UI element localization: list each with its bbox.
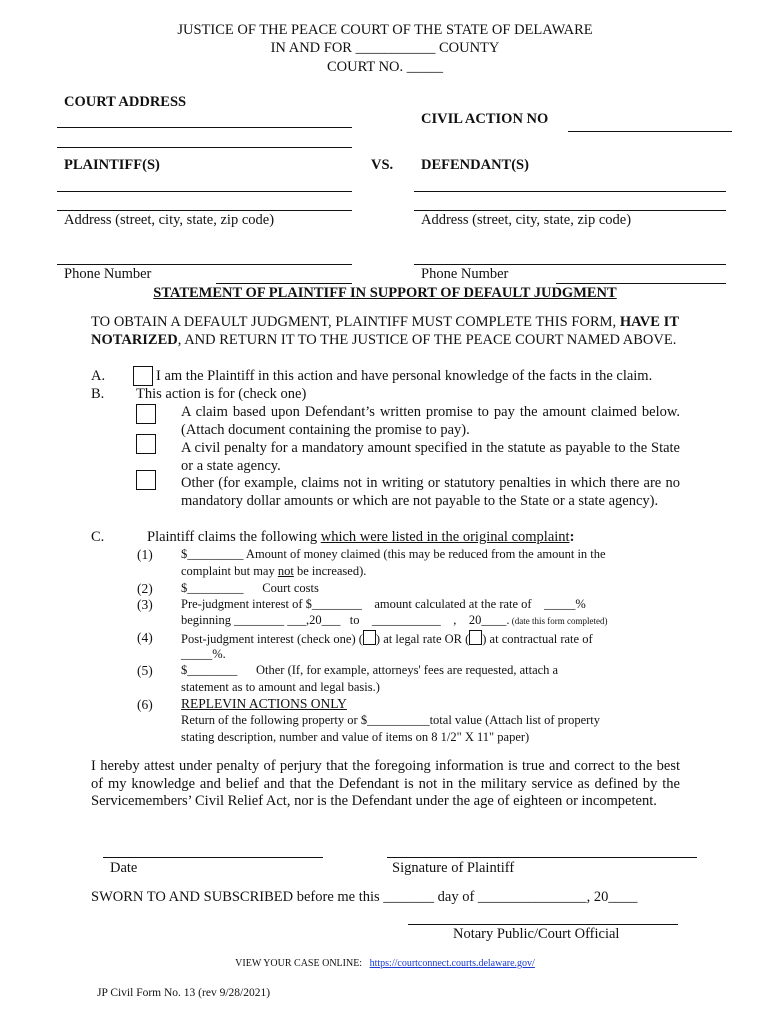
county-line: IN AND FOR ___________ COUNTY — [270, 40, 500, 56]
form-number: JP Civil Form No. 13 (rev 9/28/2021) — [97, 987, 271, 999]
other-claim-checkbox[interactable] — [136, 470, 156, 490]
plaintiff-knowledge-checkbox[interactable] — [133, 366, 153, 386]
plaintiff-name-line-2[interactable] — [57, 210, 352, 211]
item-2-number: (2) — [137, 581, 153, 596]
civil-penalty-checkbox[interactable] — [136, 434, 156, 454]
item-4-line-2: _____%. — [181, 647, 226, 661]
item-6-line-3: stating description, number and value of items on 8 1/2" X 11" paper) — [181, 730, 530, 744]
court-number: COURT NO. _____ — [326, 59, 444, 75]
item-6-line-2: Return of the following property or $__________total value (Attach list of property — [181, 713, 601, 727]
court-address-line-1[interactable] — [57, 127, 352, 128]
plaintiff-signature-line[interactable] — [387, 857, 697, 858]
defendant-phone-label: Phone Number — [421, 266, 509, 282]
form-title: STATEMENT OF PLAINTIFF IN SUPPORT OF DEFAULT JUDGMENT — [153, 285, 617, 301]
section-b-intro: This action is for (check one) — [136, 386, 307, 402]
legal-rate-checkbox[interactable] — [363, 630, 376, 645]
item-6-number: (6) — [137, 697, 153, 712]
item-5-number: (5) — [137, 663, 153, 678]
written-promise-checkbox[interactable] — [136, 404, 156, 424]
section-a-letter: A. — [91, 368, 106, 384]
versus-label: VS. — [371, 157, 394, 173]
date-label: Date — [110, 860, 138, 876]
defendant-address-label: Address (street, city, state, zip code) — [421, 212, 632, 228]
defendant-name-line-2[interactable] — [414, 210, 726, 211]
attestation-paragraph: I hereby attest under penalty of perjury that the foregoing information is true and correct to the best of my knowledge and belief and that the Defendant is not in the military service as defined by the Servicemembers’ Civil Relief Act, nor is the Defendant under the age of eighteen or incompetent. — [91, 758, 680, 810]
contractual-rate-checkbox[interactable] — [469, 630, 482, 645]
item-1-number: (1) — [137, 547, 153, 562]
plaintiff-name-line-1[interactable] — [57, 191, 352, 192]
courtconnect-link[interactable]: https://courtconnect.courts.delaware.gov/ — [369, 958, 535, 969]
sworn-statement: SWORN TO AND SUBSCRIBED before me this _______ day of _______________, 20____ — [91, 889, 638, 905]
defendant-address-line[interactable] — [414, 264, 726, 265]
civil-action-number-line[interactable] — [568, 131, 732, 132]
instructions: TO OBTAIN A DEFAULT JUDGMENT, PLAINTIFF MUST COMPLETE THIS FORM, HAVE IT NOTARIZED, AND RETURN IT TO THE JUSTICE OF THE PEACE COURT NAMED ABOVE. — [91, 314, 679, 348]
item-1-line-1: $_________ Amount of money claimed (this may be reduced from the amount in the — [181, 547, 606, 561]
court-address-line-2[interactable] — [57, 147, 352, 148]
defendant-phone-line[interactable] — [556, 283, 726, 284]
item-4-number: (4) — [137, 630, 153, 645]
replevin-heading: REPLEVIN ACTIONS ONLY — [181, 696, 347, 711]
option-civil-penalty: A civil penalty for a mandatory amount specified in the statute as payable to the State or a state agency. — [181, 440, 680, 474]
item-2-court-costs: $_________ Court costs — [181, 581, 319, 595]
defendants-label: DEFENDANT(S) — [421, 157, 529, 173]
item-3-number: (3) — [137, 597, 153, 612]
plaintiff-phone-label: Phone Number — [64, 266, 152, 282]
section-c-letter: C. — [91, 529, 105, 545]
court-address-label: COURT ADDRESS — [64, 94, 187, 110]
item-4-line-1: Post-judgment interest (check one) ( ) at legal rate OR ( ) at contractual rate of — [181, 632, 593, 646]
date-signature-line[interactable] — [103, 857, 323, 858]
civil-action-label: CIVIL ACTION NO — [421, 111, 549, 127]
item-5-line-2: statement as to amount and legal basis.) — [181, 680, 380, 694]
plaintiffs-label: PLAINTIFF(S) — [64, 157, 160, 173]
plaintiff-address-label: Address (street, city, state, zip code) — [64, 212, 275, 228]
item-1-line-2: complaint but may not be increased). — [181, 564, 367, 578]
signature-label: Signature of Plaintiff — [392, 860, 515, 876]
section-a-text: I am the Plaintiff in this action and have personal knowledge of the facts in the claim. — [156, 368, 653, 384]
option-written-promise: A claim based upon Defendant’s written promise to pay the amount claimed below. (Attach document containing the promise to pay). — [181, 404, 680, 438]
court-title: JUSTICE OF THE PEACE COURT OF THE STATE OF DELAWARE — [177, 22, 593, 38]
item-3-line-2: beginning ________ ___,20___ to ___________ , 20____. (date this form completed) — [181, 613, 608, 627]
section-c-intro: Plaintiff claims the following which were listed in the original complaint: — [147, 529, 575, 545]
plaintiff-phone-line[interactable] — [216, 283, 352, 284]
view-online-row — [0, 958, 770, 969]
view-online-label: VIEW YOUR CASE ONLINE: — [235, 958, 363, 969]
item-5-line-1: $________ Other (If, for example, attorneys' fees are requested, attach a — [181, 663, 559, 677]
notary-signature-line[interactable] — [408, 924, 678, 925]
item-3-line-1: Pre-judgment interest of $________ amount calculated at the rate of _____% — [181, 597, 586, 611]
defendant-name-line-1[interactable] — [414, 191, 726, 192]
plaintiff-address-line[interactable] — [57, 264, 352, 265]
option-other: Other (for example, claims not in writing or statutory penalties in which there are no mandatory dollar amounts or which are not payable to the State or a state agency). — [181, 475, 680, 509]
section-b-letter: B. — [91, 386, 105, 402]
notary-label: Notary Public/Court Official — [453, 926, 620, 942]
